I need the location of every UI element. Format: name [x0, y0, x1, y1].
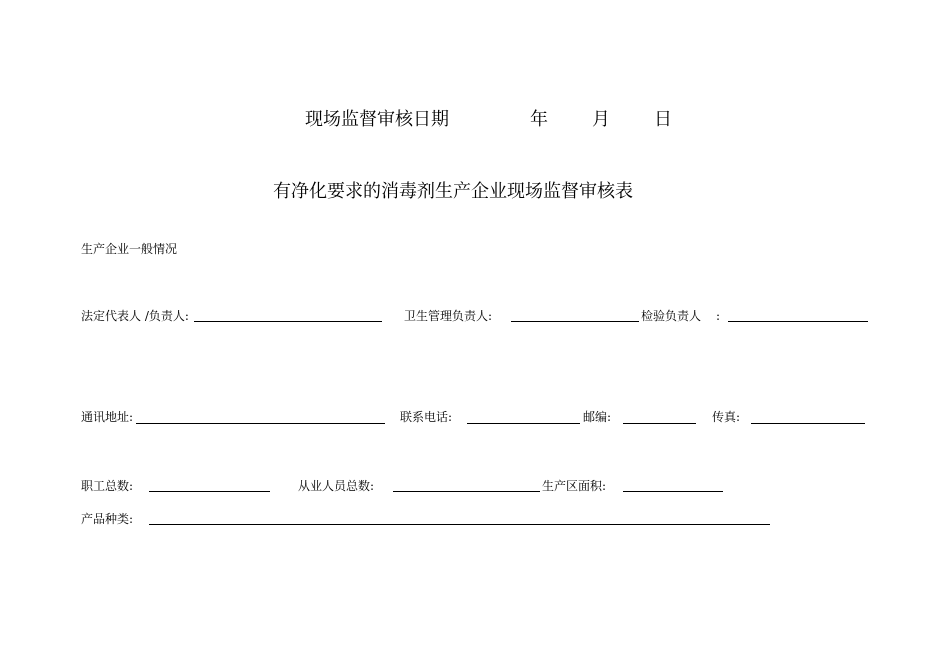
- month-label: 月: [592, 109, 610, 130]
- total-practitioners-label: 从业人员总数:: [298, 479, 375, 493]
- legal-rep-field[interactable]: [194, 321, 382, 322]
- address-field[interactable]: [136, 423, 385, 424]
- section-heading: 生产企业一般情况: [81, 242, 178, 256]
- legal-rep-label: 法定代表人 /负责人:: [81, 309, 189, 323]
- postcode-label: 邮编:: [583, 410, 612, 424]
- form-title: 有净化要求的消毒剂生产企业现场监督审核表: [273, 181, 633, 202]
- total-staff-field[interactable]: [149, 491, 270, 492]
- product-types-field[interactable]: [149, 524, 770, 525]
- inspection-lead-field[interactable]: [728, 321, 868, 322]
- fax-label: 传真:: [712, 410, 741, 424]
- phone-field[interactable]: [467, 423, 580, 424]
- total-staff-label: 职工总数:: [81, 479, 134, 493]
- hygiene-manager-field[interactable]: [511, 321, 639, 322]
- fax-field[interactable]: [751, 423, 865, 424]
- inspection-lead-label: 检验负责人: [641, 309, 702, 323]
- audit-date-label: 现场监督审核日期: [305, 109, 449, 130]
- year-label: 年: [530, 109, 548, 130]
- hygiene-manager-label: 卫生管理负责人:: [404, 309, 493, 323]
- address-label: 通讯地址:: [81, 410, 134, 424]
- postcode-field[interactable]: [623, 423, 696, 424]
- day-label: 日: [654, 109, 672, 130]
- total-practitioners-field[interactable]: [393, 491, 540, 492]
- inspection-lead-colon: :: [716, 309, 721, 323]
- product-types-label: 产品种类:: [81, 512, 134, 526]
- production-area-field[interactable]: [623, 491, 723, 492]
- phone-label: 联系电话:: [400, 410, 453, 424]
- production-area-label: 生产区面积:: [542, 479, 607, 493]
